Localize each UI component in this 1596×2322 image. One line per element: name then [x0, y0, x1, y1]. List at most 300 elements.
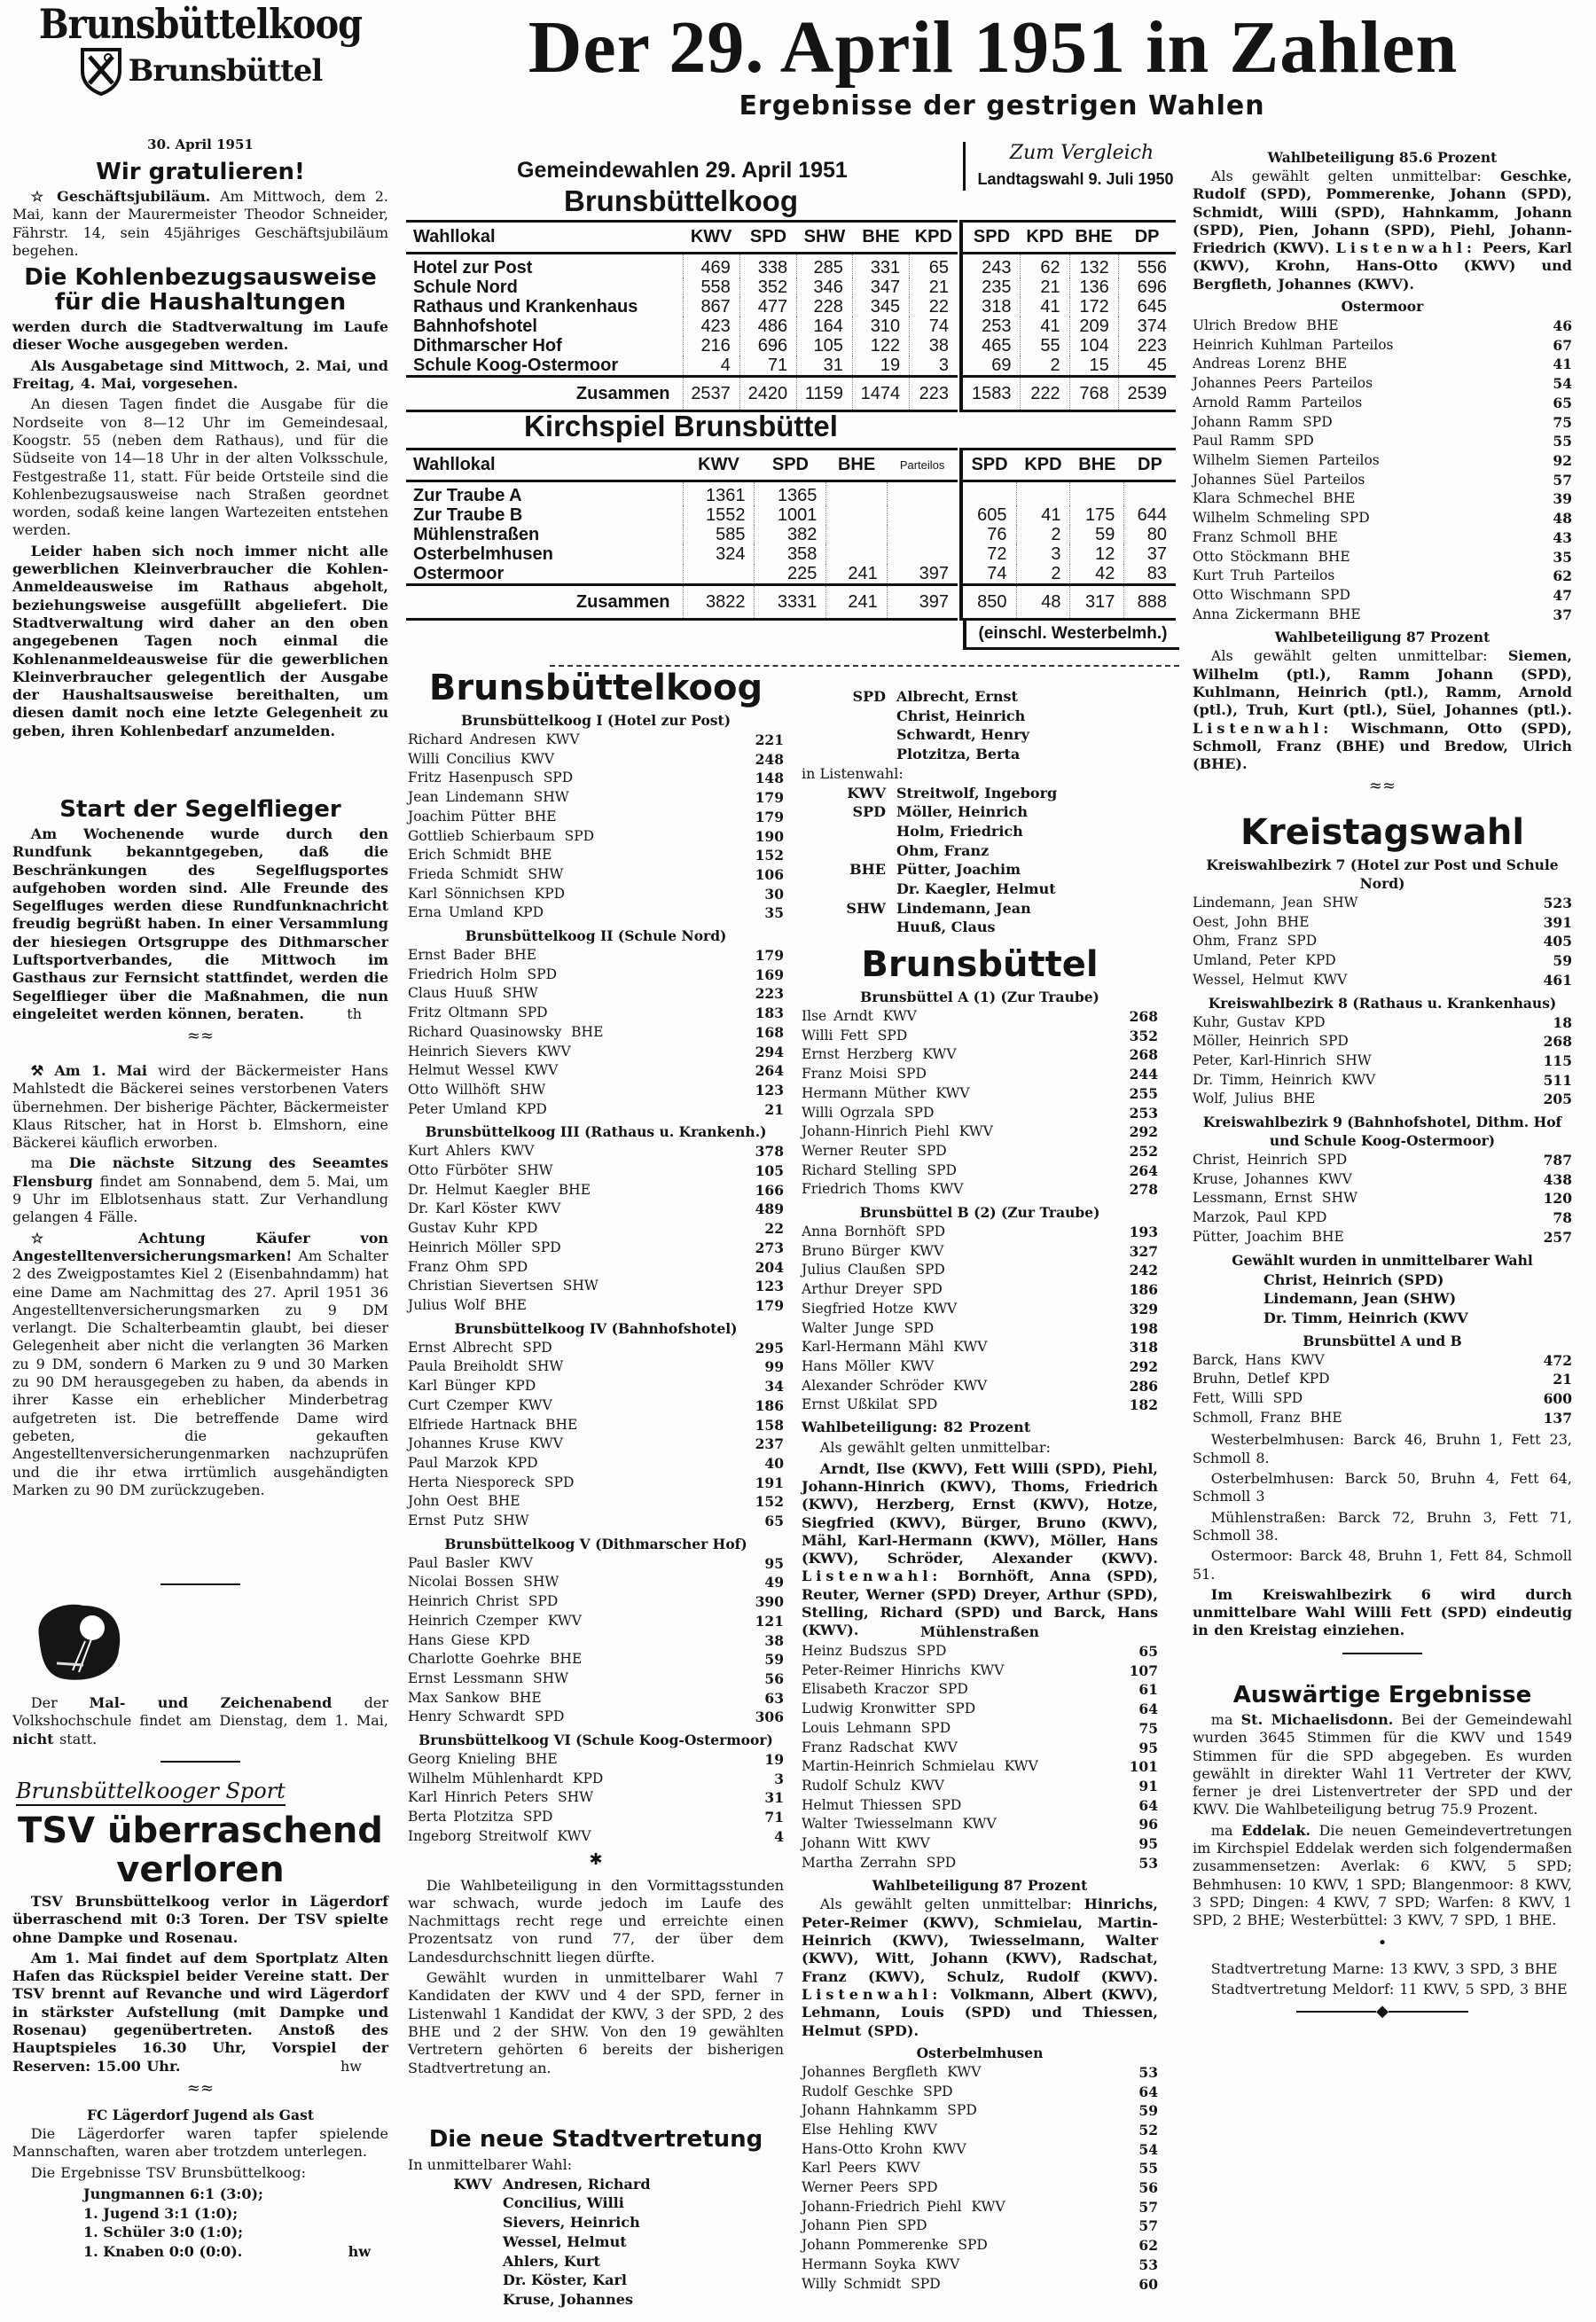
comparison-label: Landtagswahl 9. Juli 1950 [977, 170, 1174, 188]
party-group [802, 802, 1158, 860]
votes: 268 [1543, 1033, 1572, 1051]
candidate [802, 1642, 946, 1661]
wave-divider: ≈≈ [1368, 777, 1396, 796]
candidate [802, 1180, 963, 1200]
candidate-row [1193, 932, 1572, 951]
votes: 56 [764, 1669, 784, 1687]
candidate-name: Wessel, Helmut [1193, 971, 1304, 988]
votes: 38 [764, 1631, 784, 1649]
party: SPD [497, 1258, 528, 1275]
candidate-list [408, 926, 784, 1119]
result-line: 1. Knaben 0:0 (0:0). [83, 2242, 243, 2260]
candidate [802, 1357, 934, 1377]
sport-section [12, 1778, 388, 2262]
table-row [961, 564, 1176, 585]
votes: 95 [1138, 1739, 1158, 1756]
party: KWV [900, 1357, 935, 1374]
votes: 255 [1129, 1084, 1158, 1102]
candidate [802, 2140, 966, 2160]
candidate-name: Johann Hahnkamm [802, 2102, 938, 2119]
votes: 101 [1129, 1758, 1158, 1776]
paragraph [1193, 1711, 1572, 1819]
candidate-name: Otto Wischmann [1193, 586, 1311, 603]
candidate-row [408, 1357, 784, 1377]
candidate [408, 1827, 591, 1847]
total-count: 850 [961, 585, 1016, 620]
candidate-row [1193, 1370, 1572, 1389]
candidate [1193, 894, 1358, 913]
candidate-name: Joachim Pütter [408, 808, 515, 825]
text-run: Westerbelmhusen: Barck 46, Bruhn 1, Fett 23, Schmoll 8. [1193, 1431, 1572, 1466]
party: SPD [534, 1708, 565, 1725]
votes: 65 [1138, 1643, 1158, 1660]
party-group [802, 784, 1158, 803]
candidate [408, 966, 557, 985]
votes: 461 [1543, 971, 1572, 989]
party: SPD [947, 2102, 977, 2119]
votes: 75 [1138, 1719, 1158, 1737]
candidate [1193, 1351, 1325, 1371]
party: Parteilos [1303, 471, 1365, 488]
party: SHW [493, 1513, 529, 1529]
candidate-name: Ernst Bader [408, 947, 495, 964]
text-run: Wahlbeteiligung: 82 Prozent [802, 1419, 1031, 1436]
votes: 18 [1553, 1013, 1572, 1031]
vote-count [887, 525, 958, 544]
text-run: ma [30, 1154, 69, 1172]
total-count: 3331 [755, 585, 826, 620]
vote-count: 45 [1118, 356, 1176, 377]
party: SPD [1287, 933, 1318, 950]
vote-count: 465 [961, 336, 1021, 356]
elected-names [896, 784, 1057, 803]
votes: 120 [1543, 1190, 1572, 1208]
text-run: Als gewählt gelten unmittelbar: [1210, 168, 1500, 184]
votes: 59 [1553, 952, 1572, 970]
votes: 105 [755, 1162, 784, 1180]
party: BHE [550, 1651, 583, 1668]
votes: 268 [1129, 1046, 1158, 1064]
table-caption: Gemeindewahlen 29. April 1951 [517, 158, 848, 183]
section-kicker: Brunsbüttelkooger Sport [16, 1778, 286, 1806]
party: Parteilos [1311, 375, 1373, 392]
candidate [408, 1788, 593, 1808]
volkshochschule-notice [12, 1571, 388, 1779]
table-row [406, 564, 958, 585]
votes: 148 [755, 770, 784, 787]
candidate-name: Willi Fett [802, 1027, 868, 1044]
candidate-row [802, 1300, 1158, 1319]
text-run: Ostermoor: Barck 48, Bruhn 1, Fett 84, Schmoll 51. [1193, 1547, 1572, 1583]
header-row [406, 450, 958, 481]
candidate-row [1193, 1389, 1572, 1409]
candidate-row [408, 1100, 784, 1120]
candidate-name: Rudolf Geschke [802, 2083, 914, 2099]
column-header: Parteilos [887, 450, 958, 481]
candidate-row [408, 750, 784, 770]
party: BHE [520, 847, 552, 864]
candidate-list [1193, 994, 1572, 1110]
votes: 47 [1553, 586, 1572, 604]
candidate-name: Paul Marzok [408, 1454, 498, 1471]
votes: 31 [764, 1789, 784, 1807]
candidate-name: Umland, Peter [1193, 952, 1296, 969]
votes: 489 [755, 1200, 784, 1218]
candidate-name: Johann Ramm [1193, 413, 1294, 430]
heading: 30. April 1951 [147, 137, 254, 152]
party: SHW [533, 789, 569, 806]
rule-divider [12, 1576, 388, 1592]
text-run: Als gewählt gelten unmittelbar: [1210, 647, 1508, 665]
candidate [802, 2121, 937, 2140]
votes: 278 [1129, 1181, 1158, 1199]
votes: 390 [755, 1593, 784, 1611]
candidate [802, 1815, 997, 1834]
votes: 75 [1553, 413, 1572, 431]
candidate [1193, 432, 1314, 451]
elected-name: Lindemann, Jean [896, 899, 1031, 917]
votes: 405 [1543, 933, 1572, 950]
votes: 64 [1138, 1700, 1158, 1718]
wave-divider: ≈≈ [186, 2078, 215, 2098]
total-count: 768 [1069, 377, 1118, 411]
candidate-row [1193, 374, 1572, 394]
candidate [408, 1689, 542, 1708]
candidate-name: Richard Andresen [408, 731, 536, 747]
votes: 264 [1129, 1161, 1158, 1179]
candidate-row [802, 2159, 1158, 2178]
party: SHW [510, 1081, 546, 1098]
votes: 91 [1138, 1777, 1158, 1794]
vote-count: 62 [1021, 254, 1069, 278]
votes: 65 [1553, 394, 1572, 411]
candidate-row [408, 1573, 784, 1592]
district-title: Mühlenstraßen [920, 1623, 1039, 1640]
vote-count: 65 [910, 254, 958, 278]
candidate [802, 1757, 1038, 1777]
district-title: Kreiswahlbezirk 8 (Rathaus u. Krankenhaus) [1208, 994, 1557, 1012]
candidate-row [802, 1319, 1158, 1339]
party: SPD [518, 1005, 548, 1021]
party: BHE [1283, 1091, 1316, 1107]
vote-count: 486 [739, 317, 796, 336]
district-title: Brunsbüttelkoog V (Dithmarscher Hof) [444, 1535, 747, 1552]
text-run: Hinrichs, Peter-Reimer (KWV), Schmielau, Martin-Heinrich (KWV), Twiesselmann, Walter (KWV), Witt, Johann (KWV), Radschat, Franz (KWV), Schulz, Rudolf (KWV). [802, 1896, 1158, 1985]
candidate-name: Peter Umland [408, 1100, 507, 1117]
vote-count: 585 [683, 525, 755, 544]
vote-count: 132 [1069, 254, 1118, 278]
candidate-name: Wilhelm Schmeling [1193, 510, 1331, 527]
votes: 198 [1129, 1319, 1158, 1337]
heading: Kreistagswahl [1240, 812, 1525, 853]
candidate-row [408, 1631, 784, 1651]
votes: 168 [755, 1023, 784, 1041]
votes: 152 [755, 847, 784, 864]
text-run: Listenwahl: [802, 1985, 943, 2003]
candidate-name: Gustav Kuhr [408, 1220, 498, 1237]
party: SHW [1322, 895, 1358, 911]
text-run: statt. [59, 1730, 98, 1747]
candidate-name: Franz Moisi [802, 1066, 888, 1083]
total-count: 2539 [1118, 377, 1176, 411]
heading: Brunsbüttel [861, 944, 1099, 985]
party: KPD [499, 1631, 530, 1648]
votes: 49 [764, 1574, 784, 1591]
candidate [1193, 336, 1394, 356]
candidate-row [408, 1023, 784, 1043]
candidate-row [1193, 1208, 1572, 1228]
polling-place: Osterbelmhusen [413, 544, 553, 564]
total-count: 1583 [961, 377, 1021, 411]
votes: 600 [1543, 1390, 1572, 1408]
candidate-name: Peter, Karl-Hinrich [1193, 1052, 1326, 1068]
candidate-row [1193, 548, 1572, 567]
candidate-row [802, 2256, 1158, 2275]
votes: 193 [1129, 1224, 1158, 1241]
vote-count: 469 [683, 254, 739, 278]
vote-count: 382 [755, 525, 826, 544]
party: KWV [847, 784, 886, 801]
candidate-name: Hans-Otto Krohn [802, 2140, 923, 2157]
candidate-row [802, 1661, 1158, 1681]
candidate [408, 808, 557, 827]
votes: 179 [755, 789, 784, 807]
party: SPD [911, 2275, 941, 2292]
polling-place: Mühlenstraßen [413, 525, 540, 544]
header-row [961, 450, 1176, 481]
vote-count: 38 [910, 336, 958, 356]
candidate-row [1193, 432, 1572, 451]
votes: 294 [755, 1043, 784, 1060]
elected-name: Sievers, Heinrich [503, 2214, 640, 2232]
candidate [802, 1661, 1004, 1681]
vote-count: 175 [1070, 505, 1124, 525]
candidate-row [802, 1223, 1158, 1242]
party: BHE [1306, 317, 1339, 334]
vote-count: 4 [683, 356, 739, 377]
candidate [802, 1338, 987, 1357]
vote-count: 241 [826, 564, 887, 585]
votes: 39 [1553, 490, 1572, 508]
candidate-name: Claus Huuß [408, 985, 493, 1002]
party: SPD [931, 1796, 962, 1813]
vote-count: 83 [1124, 564, 1176, 585]
candidate-row [802, 1142, 1158, 1161]
candidate-name: Johannes Peers [1193, 375, 1303, 392]
vote-count: 358 [755, 544, 826, 564]
column-header: BHE [852, 222, 909, 254]
party: KWV [536, 1043, 571, 1059]
candidate-row [408, 1061, 784, 1081]
candidate-row [408, 1200, 784, 1219]
heading: Die Kohlenbezugsausweise für die Haushaltungen [24, 264, 377, 317]
candidate [408, 1708, 564, 1727]
candidate [408, 1219, 537, 1239]
elected-name: Wessel, Helmut [503, 2232, 627, 2250]
party: KWV [498, 1554, 533, 1571]
candidate-list [802, 1203, 1158, 1415]
candidate-name: Karl Sönnichsen [408, 885, 525, 902]
candidate [1193, 951, 1336, 971]
party: KWV [520, 750, 555, 767]
candidate [408, 1339, 552, 1358]
candidate-list [408, 1731, 784, 1847]
total-row [961, 377, 1176, 411]
elected-name: Kruse, Johannes [503, 2290, 633, 2308]
party: SHW [528, 1358, 564, 1375]
candidate-row [802, 2140, 1158, 2160]
votes: 55 [1553, 433, 1572, 450]
votes: 22 [764, 1220, 784, 1238]
votes: 248 [755, 750, 784, 768]
rule-divider [1193, 1646, 1572, 1661]
segelflieger-article [12, 792, 388, 1053]
total-row [406, 585, 958, 620]
candidate-row [802, 2083, 1158, 2102]
column-header: KPD [1016, 450, 1070, 481]
vote-count: 12 [1070, 544, 1124, 564]
votes: 264 [755, 1062, 784, 1080]
candidate-name: Erna Umland [408, 904, 504, 921]
votes: 183 [755, 1005, 784, 1022]
party: KWV [926, 2256, 960, 2272]
candidate [408, 731, 580, 750]
candidate-row [802, 1338, 1158, 1357]
candidate-name: Franz Schmoll [1193, 528, 1296, 545]
text-run: Am Wochenende wurde durch den Rundfunk bekanntgegeben, daß die Beschränkungen des Segelflugsportes aufgehoben worden sind. Alle Freunde des Segelfluges werden diese Rundfunknachricht freudig begrüßt haben. In einer Versammlung der hiesiegen Ortsgruppe des Dithmarscher Luftsportverbandes, die Mittwoch im Gasthaus zur Fernsicht stattfindet, werden die Segelflieger über die Maßnahmen, die nun eingeleitet werden können, beraten. [12, 825, 388, 1022]
candidate-name: Siegfried Hotze [802, 1300, 914, 1317]
candidate-list [408, 1319, 784, 1531]
candidate [408, 946, 536, 966]
party: KPD [505, 1378, 536, 1395]
votes: 48 [1553, 510, 1572, 528]
party: KWV [953, 1339, 988, 1356]
candidate-name: Oest, John [1193, 913, 1268, 930]
votes: 268 [1129, 1008, 1158, 1025]
vote-count: 19 [852, 356, 909, 377]
vote-count: 285 [797, 254, 853, 278]
table-row [406, 297, 958, 317]
vote-count: 347 [852, 278, 909, 297]
votes: 62 [1138, 2237, 1158, 2255]
candidate [408, 1554, 533, 1574]
table-row [961, 317, 1176, 336]
vote-count: 1001 [755, 505, 826, 525]
paragraph [1193, 1822, 1572, 1930]
text-run: Siemen, Wilhelm (ptl.), Ramm Johann (SPD), Kuhlmann, Heinrich (ptl.), Ramm, Arnold (ptl.), Truh, Kurt (ptl.), Süel, Johannes (ptl.). [1193, 647, 1572, 719]
paragraph [12, 188, 388, 260]
text-run: findet am Sonnabend, dem 5. Mai, um 9 Uhr im Elblotsenhaus statt. Zur Verhandlung gelangen 4 Fälle. [12, 1172, 389, 1226]
candidate-name: Heinrich Kuhlman [1193, 336, 1323, 353]
paragraph [12, 1230, 388, 1499]
total-count: 3822 [683, 585, 755, 620]
candidate [408, 1592, 558, 1612]
candidate-name: Kurt Ahlers [408, 1143, 491, 1160]
vote-count [826, 544, 887, 564]
new-council-section [408, 2122, 784, 2310]
candidate-name: Karl Hinrich Peters [408, 1789, 549, 1806]
heading: Start der Segelflieger [59, 796, 341, 823]
party: KPD [572, 1770, 604, 1786]
party: KWV [557, 1827, 591, 1844]
text-run: Als gewählt gelten unmittelbar: [819, 1439, 1051, 1457]
candidate-list [1193, 1113, 1572, 1247]
logo-line-2: Brunsbüttel [128, 53, 323, 89]
party: SPD [923, 2083, 953, 2099]
comparison-heading: Zum Vergleich [1009, 142, 1154, 164]
party: BHE [1311, 1228, 1344, 1245]
candidate-name: Christian Sievertsen [408, 1278, 553, 1294]
total-count: 397 [887, 585, 958, 620]
candidate [408, 1454, 538, 1474]
vote-count [683, 564, 755, 585]
candidate [1193, 932, 1317, 951]
candidate-row [802, 1396, 1158, 1415]
painter-vignette-icon [30, 1601, 388, 1689]
total-count: 1474 [852, 377, 909, 411]
party: Parteilos [1318, 452, 1380, 468]
paragraph [802, 1439, 1158, 1457]
candidate-row [408, 1142, 784, 1161]
text-run: Wischmann, Otto (SPD), Schmoll, Franz (BHE) und Bredow, Ulrich (BHE). [1193, 719, 1572, 773]
candidate-row [802, 1122, 1158, 1142]
candidate [408, 1258, 528, 1278]
party: SPD [915, 1262, 945, 1278]
vote-count: 345 [852, 297, 909, 317]
vote-count: 3 [910, 356, 958, 377]
votes: 64 [1138, 2083, 1158, 2100]
candidate [802, 1161, 957, 1181]
candidate-name: Bruno Bürger [802, 1242, 901, 1259]
vote-count: 59 [1070, 525, 1124, 544]
candidate-row [408, 1181, 784, 1200]
vote-count: 76 [961, 525, 1016, 544]
vote-count: 338 [739, 254, 796, 278]
votes: 95 [764, 1554, 784, 1572]
candidate-row [1193, 586, 1572, 606]
party: Parteilos [1332, 336, 1394, 353]
candidate-row [408, 1416, 784, 1435]
party: SPD [896, 1066, 927, 1083]
candidate [408, 1573, 559, 1592]
party: KWV [1342, 1071, 1376, 1088]
paragraph [12, 1694, 388, 1748]
party: KWV [896, 1835, 930, 1852]
candidate [408, 1631, 530, 1651]
candidate-row [1193, 451, 1572, 471]
candidate-name: Jean Lindemann [408, 789, 524, 806]
party-group [802, 687, 1158, 764]
votes: 61 [1138, 1681, 1158, 1699]
candidate-row [408, 1708, 784, 1727]
candidate-name: Johann Pommerenke [802, 2237, 949, 2254]
candidate-row [1193, 1013, 1572, 1033]
candidate-name: Ernst Putz [408, 1513, 484, 1529]
elected-name: Albrecht, Ernst [896, 688, 1018, 705]
vote-count: 72 [961, 544, 1016, 564]
candidate-row [408, 1239, 784, 1258]
candidate-row [802, 1777, 1158, 1796]
candidate [408, 827, 594, 847]
table-row [961, 297, 1176, 317]
candidate-name: Berta Plotzitza [408, 1809, 514, 1826]
candidate [408, 1161, 553, 1181]
candidate [802, 2256, 959, 2275]
column-header: SPD [755, 450, 826, 481]
paragraph [1193, 1547, 1572, 1583]
author-signature: th [347, 1005, 362, 1022]
candidate-name: Peter-Reimer Hinrichs [802, 1661, 961, 1678]
